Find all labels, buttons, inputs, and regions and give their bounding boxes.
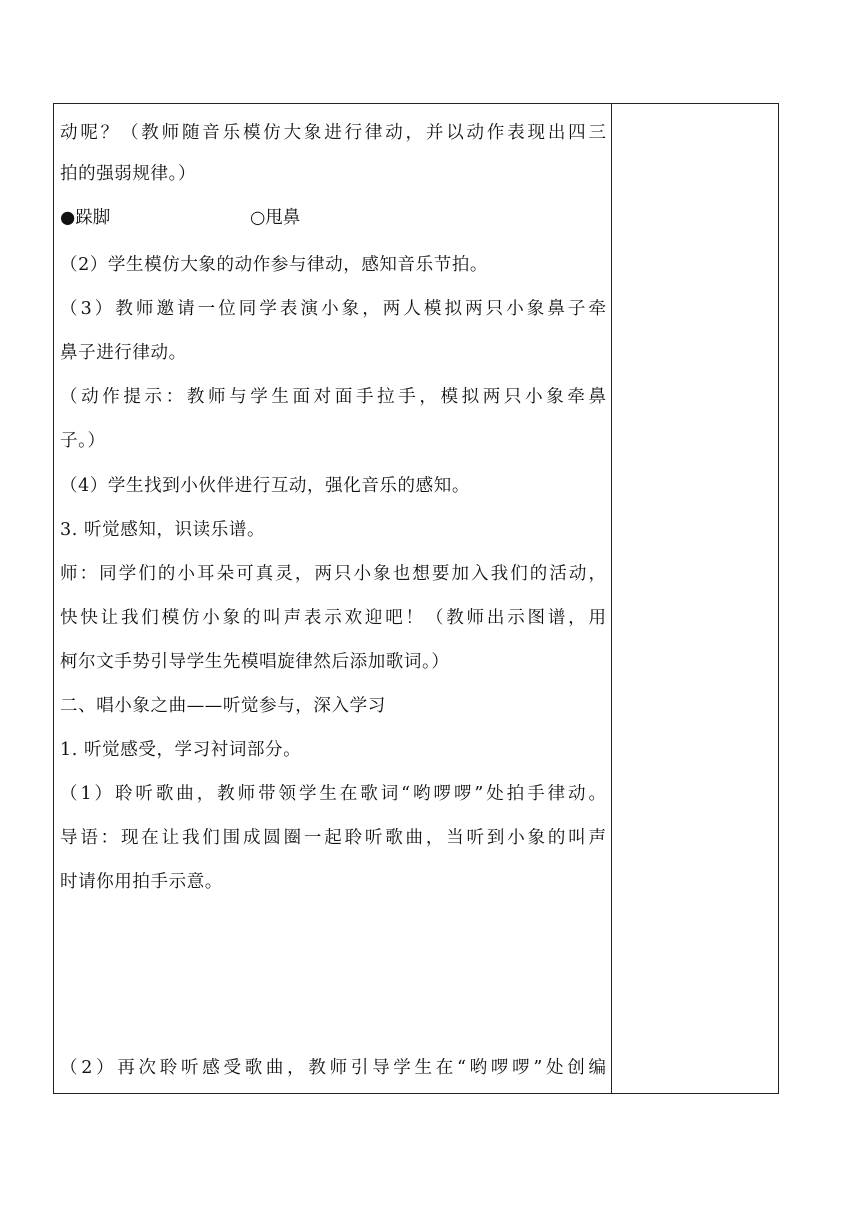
strong-beat-symbol: ●跺脚	[60, 208, 111, 228]
text-line: （3）教师邀请一位同学表演小象，两人模拟两只小象鼻子牵	[60, 299, 606, 319]
text-line: 时请你用拍手示意。	[60, 872, 223, 892]
section-heading: 3. 听觉感知，识读乐谱。	[60, 520, 266, 540]
text-line: 师：同学们的小耳朵可真灵，两只小象也想要加入我们的活动，	[60, 564, 606, 584]
lesson-table	[53, 103, 779, 1094]
text-line: 柯尔文手势引导学生先模唱旋律然后添加歌词。）	[60, 652, 450, 672]
notes-cell	[613, 104, 778, 1093]
text-line: （4）学生找到小伙伴进行互动，强化音乐的感知。	[60, 476, 470, 496]
section-heading: 1. 听觉感受，学习衬词部分。	[60, 740, 302, 760]
text-line: （2）学生模仿大象的动作参与律动，感知音乐节拍。	[60, 255, 489, 275]
text-line: 拍的强弱规律。）	[60, 164, 197, 184]
text-line: （动作提示：教师与学生面对面手拉手，模拟两只小象牵鼻	[60, 387, 606, 407]
text-line: （1）聆听歌曲，教师带领学生在歌词“哟啰啰”处拍手律动。	[60, 784, 606, 804]
text-line: 鼻子进行律动。	[60, 343, 187, 363]
content-cell	[60, 104, 607, 1093]
text-line: 动呢？（教师随音乐模仿大象进行律动，并以动作表现出四三	[60, 123, 606, 143]
text-line: （2）再次聆听感受歌曲，教师引导学生在“哟啰啰”处创编	[60, 1058, 606, 1078]
text-line: 快快让我们模仿小象的叫声表示欢迎吧！（教师出示图谱，用	[60, 608, 606, 628]
section-heading: 二、唱小象之曲——听觉参与，深入学习	[60, 696, 386, 716]
text-line: 导语：现在让我们围成圆圈一起聆听歌曲，当听到小象的叫声	[60, 828, 606, 848]
weak-beat-symbol: ○甩鼻	[250, 208, 301, 228]
column-divider	[611, 104, 612, 1093]
text-line: 子。）	[60, 431, 106, 451]
